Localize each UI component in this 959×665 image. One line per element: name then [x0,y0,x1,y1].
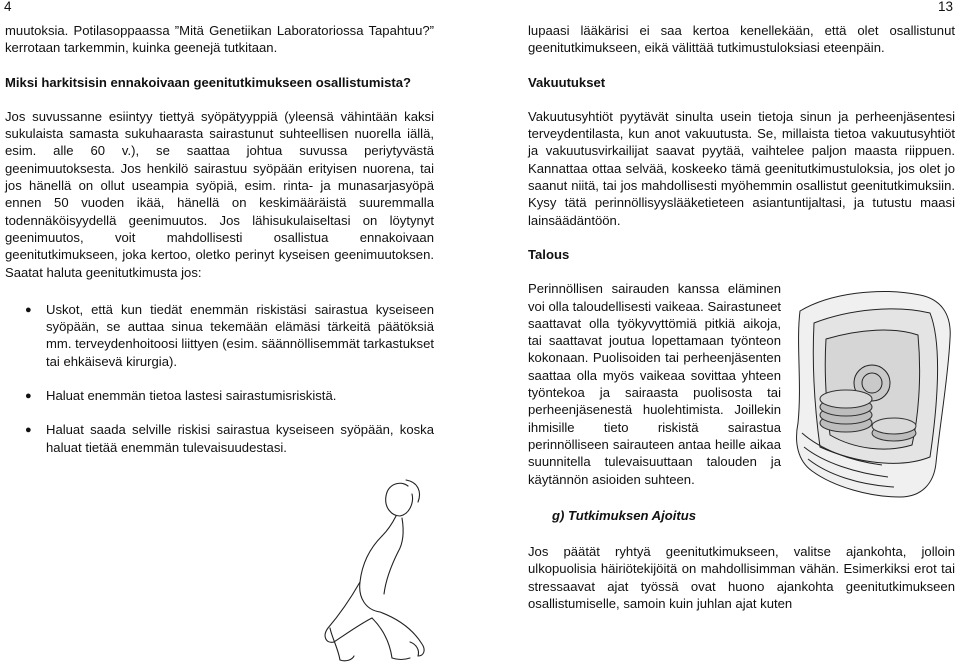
left-column [5,22,434,456]
bullet-icon: ● [25,390,32,403]
why-paragraph: Jos suvussanne esiintyy tiettyä syöpätyyppiä (yleensä vähintään kaksi sukulaista samasta sukuhaarasta sairastunut suhteellisen nuorella iällä, esim. alle 60 v.), se saattaa johtua suvussa periytyvästä geenimuutoksesta. Jos henkilö sairastuu syöpään erityisen nuorena, tai jos hänellä on ollut useampia syöpiä, esim. rinta- ja munasarjasyöpä ennen 50 vuoden ikää, hänellä on keskimääräistä suuremmalla todennäköisyydellä geenimuutos. Jos lähisukulaiseltasi on löytynyt geenimuutos, voit mahdollisesti osallistua ennakoivaan geenitutkimukseen, joka kertoo, oletko perinyt kyseisen geenimuutoksen. Saatat haluta geenitutkimusta jos: [5,108,434,280]
page-number-left: 4 [4,0,12,14]
insurance-paragraph: Vakuutusyhtiöt pyytävät sinulta usein tietoja sinun ja perheenjäsentesi terveydentilasta, kun anot vakuutusta. Se, millaista tietoa vakuutusyhtiöt ja vakuutusvirkailijat saavat pyytää, vaihtelee paljon maasta riippuen. Kannattaa ottaa selvää, koskeeko tämä geenitutkimustuloksia, jos olet jo saanut niitä, tai jos mahdollisesti myöhemmin osallistut geenitutkimuksiin. Kysy tätä perinnöllisyyslääketieteen asiantuntijaltasi, ja tutustu maasi lainsäädäntöön. [528,108,955,228]
page-number-right: 13 [938,0,954,14]
money-illustration [790,283,958,505]
finance-paragraph: Perinnöllisen sairauden kanssa eläminen voi olla taloudellisesti vaikeaa. Sairastuneet saattavat olla työkyvyttömiä pitkiä aikoja, tai saattavat joutua lopettamaan työnteon kokonaan. Puolisoiden tai perheenjäsenten saattaa olla myös vaikeaa sovittaa yhteen työntekoa ja sairaasta puolisosta tai perheenjäsenestä huolehtimista. Joillekin ihmisille tieto riskistä sairastua perinnölliseen sairauteen antaa heille aikaa suunnitella tulevaisuuttaan talouden ja käytännön asioiden suhteen. [528,281,781,487]
list-item: ● Haluat saada selville riskisi sairastua kyseiseen syöpään, koska haluat tietää enemmän tulevaisuudestasi. [25,422,434,455]
list-item: ● Uskot, että kun tiedät enemmän riskistäsi sairastua kyseiseen syöpään, se auttaa sinua tekemään elämäsi tärkeitä päätöksiä mm. terveydenhoitoosi liittyen (esim. säännöllisemmät tarkastukset tai ehkäisevä kirurgia). [25,301,434,369]
section-heading-why: Miksi harkitsisin ennakoivaan geenitutkimukseen osallistumista? [5,74,412,90]
section-heading-timing: g) Tutkimuksen Ajoitus [552,507,697,523]
bullet-icon: ● [25,303,32,316]
reasons-list [5,301,434,456]
section-heading-finance: Talous [528,246,570,262]
sitting-woman-illustration [300,478,450,663]
list-item: ● Haluat enemmän tietoa lastesi sairastumisriskistä. [5,387,434,404]
bullet-icon: ● [25,424,32,437]
left-intro: muutoksia. Potilasoppaassa ”Mitä Genetiikan Laboratoriossa Tapahtuu?” kerrotaan tarkemmin, kuinka geenejä tutkitaan. [5,23,434,56]
timing-paragraph: Jos päätät ryhtyä geenitutkimukseen, valitse ajankohta, jolloin ulkopuolisia häiriötekijöitä on mahdollisimman vähän. Esimerkiksi erot tai stressaavat ajat työssä ovat huono ajankohta geenitutkimukseen osallistumiselle, samoin kuin juhlan ajat kuten [528,544,955,612]
right-intro: lupaasi lääkärisi ei saa kertoa kenellekään, että olet osallistunut geenitutkimukseen, eikä välittää tutkimustuloksiasi eteenpäin. [528,23,955,56]
section-heading-insurance: Vakuutukset [528,74,606,90]
